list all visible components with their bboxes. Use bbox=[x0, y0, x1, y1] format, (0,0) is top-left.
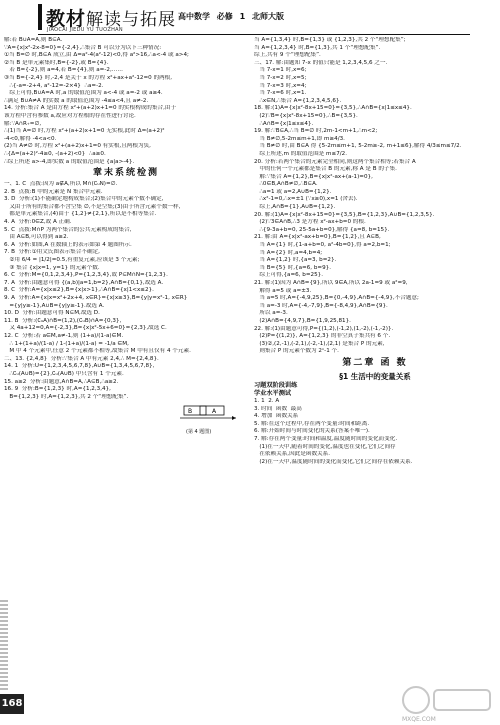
page-number: 168 bbox=[0, 694, 24, 714]
figure-caption: (第 4 题图) bbox=[186, 429, 212, 435]
answer-line: 综上,A∩B={1},A∪B={1,2}. bbox=[254, 204, 336, 211]
answer-line: 当 A={1,2} 时,{a=3, b=2}. bbox=[254, 257, 337, 264]
answer-line: 8. C 分析:A={x|x≤2},B={x|x>1},∴A∩B={x|1<x≤2}. bbox=[4, 287, 154, 294]
answer-line: 16. 9 分析:B={1,2,3} 时,A={1,2,3,4}, bbox=[4, 386, 111, 393]
answer-line: M 中 4 个元素中,任意 2 个元素都不相等,故集合 M 中有且仅有 4 个元素. bbox=[4, 348, 191, 355]
answer-line: 又 4a+12=0,A={-2,3},B={x|x²-5x+6=0}={2,3},故选 C. bbox=[4, 325, 167, 332]
answer-line: 18. 解:(1)A={x|x²-8x+15=0}={3,5},∴A∩B={x|1≤x≤4}. bbox=[254, 105, 412, 112]
logo-pinyin: JIAOCAI JIEDU YU TUOZHAN bbox=[47, 27, 123, 33]
answer-line: 19. 解:∵B⊆A,∴当 B=∅ 时,2m-1<m+1,∴m<2; bbox=[254, 128, 378, 135]
answer-line: 21. 解:由 A={x|x²-ax+b=0},B={1,2},且 A⊆B, bbox=[254, 234, 381, 241]
answer-line: 又由于所有的集合都不含空集 ∅,不是空集;(3)由于所含元素个数一样, bbox=[4, 203, 181, 210]
answer-line: 4. A 分析:0∈Z,故 A 正确. bbox=[4, 219, 72, 226]
answer-line: ∴{Δ=(a+2)²-4≥0, -(a+2)<0} ∴a≥0. bbox=[4, 150, 106, 157]
answer-line: (2)∵3∈A∩B,∴3 是方程 x²-ax+b=0 的根. bbox=[254, 219, 366, 226]
answer-line: 所以 a=-3. bbox=[254, 310, 288, 317]
answer-line: 5. 解:在这个过程中,存在两个变量:时间和距离. bbox=[254, 420, 370, 427]
answer-line: 当 a=5 时,A={-4,9,25},B={0,-4,9},A∩B={-4,9},不合题意; bbox=[254, 295, 419, 302]
answer-line: (2)A∩B={4,9,7},B={1,9,25,81}. bbox=[254, 317, 351, 324]
answer-line: 当 7-x=6 时,x=1. bbox=[254, 90, 307, 97]
answer-line: 三、17. 解:由题知 7-x 的值只能是 1,2,3,4,5,6 之一. bbox=[254, 59, 388, 66]
answer-line: 解:若 B∪A=A,则 B⊆A. bbox=[4, 37, 63, 43]
left-column bbox=[4, 37, 248, 720]
answer-line: 当 A={1} 时,{1-a+b=0, a²-4b=0},得 a=2,b=1; bbox=[254, 242, 391, 249]
answer-line: 二、13. {2,4,8} 分析:∵集合 A 中有元素 2,4,∴ M={2,4,8}. bbox=[4, 355, 159, 362]
answer-line: 20. 分析:若两个集合的元素完全相同,则这两个集合相等;若集合 A bbox=[254, 158, 416, 165]
header-edition: 北师大版 bbox=[251, 12, 284, 21]
answer-line: 在依赖关系,因此是函数关系. bbox=[254, 451, 331, 458]
logo-bar bbox=[38, 4, 42, 30]
answer-line: ∴{-a=-2+4, a²-12=-2×4} ∴a=-2. bbox=[4, 82, 104, 89]
answer-line: 一、1. C 点拨:因为 a∉A,所以 M∩(∁ᵤN)=∅. bbox=[4, 181, 118, 188]
answer-line: -4<0,解得 -4<a<0. bbox=[4, 135, 57, 142]
answer-line: 综上,共有 9 个“理想配集”. bbox=[254, 52, 321, 59]
answer-line: 综上所述,m 的取值范围是 m≤7/2. bbox=[254, 150, 347, 157]
answer-line: 10. D 分析:由题意可得 N⊆M,故选 D. bbox=[4, 310, 100, 317]
answer-line: ∴x∈N,∴集合 A={1,2,3,4,5,6}. bbox=[254, 97, 342, 104]
right-answers-bottom bbox=[254, 398, 496, 466]
watermark-ring bbox=[403, 687, 429, 713]
answer-line: 则集合 P 的元素个数为 2ⁿ-1 个. bbox=[254, 348, 339, 355]
logo-title-main: 教材 bbox=[46, 8, 87, 30]
answer-line: 解得 a=5 或 a=±3. bbox=[254, 287, 312, 294]
answer-line: 5. C 点拨:M∩P 为两个集合的公共元素构成的集合, bbox=[4, 226, 132, 233]
right-answers-top bbox=[254, 37, 496, 356]
answer-line: 12. C 分析:若 a∈M,a≠-1,则 (1+a)/(1-a)∈M. bbox=[4, 332, 124, 339]
answer-line: 21. 解:(1)因为 A∩B={9},所以 9∈A,所以 2a-1=9 或 a²=9, bbox=[254, 280, 408, 286]
answer-line: 中的任何一个元素都是集合 B 的元素,称 A 是 B 的子集. bbox=[254, 166, 397, 173]
answer-line: 当 A={1,3,4} 时,B={1,3} 或 {1,2,3},共 2 个“理想配集”; bbox=[254, 37, 406, 43]
answer-line: 6. 解:开始时间与时间变化的关系(答案不唯一). bbox=[254, 428, 370, 435]
answer-line: (2)当 A≠∅ 时,方程 x²+(a+2)x+1=0 有实根,且两根为负, bbox=[4, 143, 151, 150]
answer-line: ={y|y≥-1},A∪B={y|y≥-1}.故选 A. bbox=[4, 302, 105, 309]
answer-line: ∴ 1+(1+a)/(1-a) / 1-(1+a)/(1-a) = -1/a ∈M, bbox=[4, 340, 129, 347]
figure-label-a: A bbox=[212, 408, 217, 415]
answer-line: 2. B 点拨:B 中的元素是 N 集合中元素. bbox=[4, 188, 103, 195]
answer-line: 3. 时间 函数 最高 bbox=[254, 405, 302, 412]
answer-line: 当 B≠∅,5-2m≤m+1,即 m≥4/3. bbox=[254, 135, 345, 142]
answer-line: ②用 6/4 = |1/2|=0.5,有重复元素,应该是 3 个元素; bbox=[4, 257, 140, 264]
answer-line: 综上可得,{a=6, b=25}. bbox=[254, 272, 323, 279]
answer-line: 由 A⊆B,可以得到 a≥2. bbox=[4, 234, 69, 241]
answer-line: 11. B 分析:(∁ᵤA)∩B=(1,2),(∁ᵤB)∩A={0,3}, bbox=[4, 317, 122, 324]
answer-line: 解:∵A∩R₊=∅, bbox=[4, 120, 42, 127]
header-volume: 必修 1 bbox=[216, 12, 246, 21]
section1-title: §1 生活中的变量关系 bbox=[339, 371, 411, 381]
answer-line: ∴A∩B={x|1≤x≤4}. bbox=[254, 120, 314, 127]
answer-line: 当 B={5} 时,{a=6, b=9}. bbox=[254, 264, 331, 271]
answer-line: 综上可得,B∪A=A 时,a 的取值范围为 a<-4 或 a=-2 或 a≥4. bbox=[4, 90, 163, 97]
answer-line: 当 A={1,2,3,4} 时,B={1,3},共 1 个“理想配集”. bbox=[254, 44, 381, 51]
chapter-check-title: 章末系统检测 bbox=[92, 168, 159, 179]
answer-line: B={1,2,3} 时,A={1,2,3},共 2 个“理想配集”. bbox=[4, 393, 129, 400]
answer-line: ∴满足 B∪A≠A 的实数 a 的取值范围为 -4≤a<4,且 a≠-2. bbox=[4, 97, 149, 104]
left-answers-bottom bbox=[4, 181, 248, 401]
answer-line: 当 7-x=2 时,x=5; bbox=[254, 74, 307, 81]
answer-line: ∴0∈B,A∩B≠∅,∴B⊆A. bbox=[254, 181, 318, 188]
logo-title-sub: 解读与拓展 bbox=[86, 10, 177, 30]
answer-line: 7. 解:存在两个变量:时间和温度,温度随时间的变化而变化. bbox=[254, 435, 398, 442]
answer-line: ③ 集合 {x|x=1, y=1} 的元素个数. bbox=[4, 264, 100, 271]
answer-line: 6. A 分析:如图,A 在数轴上的表示如第 4 题图所示. bbox=[4, 241, 132, 248]
answer-line: (1)在一天中,随着时间的变化,温度也在变化,它们之间存 bbox=[254, 443, 396, 450]
answer-line: ∴{9-3a+b=0, 25-5a+b=0},解得 {a=8, b=15}. bbox=[254, 226, 390, 233]
answer-line: ∴(1)当 A=∅ 时,方程 x²+(a+2)x+1=0 无实根,此时 Δ=(a+2)² bbox=[4, 128, 165, 135]
answer-line: 当 7-x=1 时,x=6; bbox=[254, 67, 307, 74]
answer-line: 9. A 分析:A={x|x=x²+2x+4, x∈R}={x|x≥3},B={y|y=x²-1, x∈R} bbox=[4, 295, 188, 301]
header-subject: 高中数学 bbox=[178, 12, 210, 21]
answer-line: 4. 增加 函数关系 bbox=[254, 413, 299, 420]
watermark-box bbox=[434, 690, 490, 710]
practice-subtitle: 学业水平测试 bbox=[254, 389, 292, 397]
answer-line: 当 B≠∅ 时,由 B⊆A 得 {5-2m≤m+1, 5-2m≥-2, m+1≤6},解得 4/3≤m≤7/2. bbox=[254, 143, 462, 150]
answer-line: 3. D 分析:(1)不能确定地构成集合;(2)集合中的元素个数不确定, bbox=[4, 196, 164, 203]
answer-line: 该方程中含有参数 a,故应对方程根的存在性进行讨论. bbox=[4, 112, 136, 119]
answer-line: ①当 B=∅ 时,B⊆A 成立,由 Δ=a²-4(a²-12)<0,得 a²>16,∴a<-4 或 a>4; bbox=[4, 52, 189, 59]
practice-title: 习题双阶段训练 bbox=[254, 381, 298, 389]
answer-line: 14. 1 分析:U={1,2,3,4,5,6,7,8},A∪B={1,3,4,5,6,7,8}, bbox=[4, 363, 155, 370]
watermark-text: MXQE.COM bbox=[402, 716, 436, 723]
page-header bbox=[0, 0, 500, 40]
edge-pattern bbox=[0, 600, 8, 690]
answer-line: 15. a≥2 分析:由题意,A∩B=A,∴A⊆B,∴a≥2. bbox=[4, 378, 119, 385]
answer-line: 解:∵集合 A={1,2},B={x|x²-ax+(a-1)=0}, bbox=[254, 173, 373, 180]
answer-line: ∴a=1 或 a=2,A∪B={1,2}. bbox=[254, 188, 332, 195]
answer-line: ②当 B 是单元素集时,B={-2},或 B={4}. bbox=[4, 59, 109, 66]
left-answers-top bbox=[4, 37, 248, 166]
answer-line: 当 a=-3 时,A={-4,-7,9},B={-8,4,9},A∩B={9}. bbox=[254, 302, 388, 309]
chapter2-title: 第二章 函 数 bbox=[342, 357, 408, 368]
right-column bbox=[254, 37, 496, 720]
answer-line: ∴综上所述 a>-4,即实数 a 的取值范围是 {a|a>-4}. bbox=[4, 158, 135, 165]
header-rule bbox=[38, 34, 470, 35]
figure-axis-arrow bbox=[232, 416, 236, 420]
answer-line: 22. 解:(1)由题意可得,P={(1,2),(-1,2),(1,-2),(-1,-2)}. bbox=[254, 325, 394, 332]
answer-line: ∴x²-1=0,∴x=±1 (∵x≥0),x=1 (舍去). bbox=[254, 196, 358, 203]
answer-line: 当 7-x=3 时,x=4; bbox=[254, 82, 307, 89]
answer-line: 都是单元素集合,(4)由于 {1,2}≠{2,1},所以是不相等集合. bbox=[4, 211, 157, 218]
header-info bbox=[178, 11, 284, 22]
answer-line: 7. A 分析:由题意可得 {(a,b)|a=1,b=2},A∩B={0,1},故选 A. bbox=[4, 279, 164, 286]
watermark-stamp bbox=[400, 682, 496, 720]
answer-line: 1. 1 2. A bbox=[254, 397, 280, 404]
answer-line: 20. 解:(1)A={x|x²-8x+15=0}={3,5},B={1,2,3},A∪B={1,2,3,5}. bbox=[254, 211, 435, 218]
answer-line: 若 B={-2},则 a=4,若 B={4},则 a=-2,…… bbox=[4, 67, 123, 74]
answer-line: ∴∁ᵤ(A∪B)={2},∁ᵤ(A∪B) 中只含有 1 个元素. bbox=[4, 370, 124, 377]
number-line-figure bbox=[178, 400, 240, 430]
answer-line: (2)∵B={x|x²-8x+15=0},∴B={3,5}. bbox=[254, 112, 358, 119]
figure-label-b: B bbox=[188, 408, 193, 415]
answer-line: (3)②,(2,-1),(-2,1),(-2,-1),(2,1) 是集合 P 的元素, bbox=[254, 340, 385, 347]
answer-line: ∵A={x|x²-2x-8=0}={-2,4},∴集合 B 可以分为以下三种情况: bbox=[4, 44, 162, 51]
answer-line: (2)P={(1,2)}, A={1,2,3} 的非空真子集共有 6 个. bbox=[254, 333, 391, 340]
answer-line: 14. 分析:集合 A 是由方程 x²+(a+2)x+1=0 的实根构成的集合,由于 bbox=[4, 105, 177, 112]
answer-line: 6. C 分析:M={0,1,2,3,4},P={1,2,3,4},故 P⊆M∩N={1,2,3}. bbox=[4, 272, 168, 279]
answer-line: 当 A={2} 时,a=4,b=4; bbox=[254, 249, 323, 256]
answer-line: 7. B 分析:①用文氏图表示集合不确定, bbox=[4, 249, 100, 256]
answer-line: ③当 B={-2,4} 时,-2,4 是关于 x 的方程 x²+ax+a²-12=0 的两根, bbox=[4, 74, 173, 81]
answer-line: (2)在一天中,温度随时间的变化而变化,它们之间存在依赖关系. bbox=[254, 458, 413, 465]
